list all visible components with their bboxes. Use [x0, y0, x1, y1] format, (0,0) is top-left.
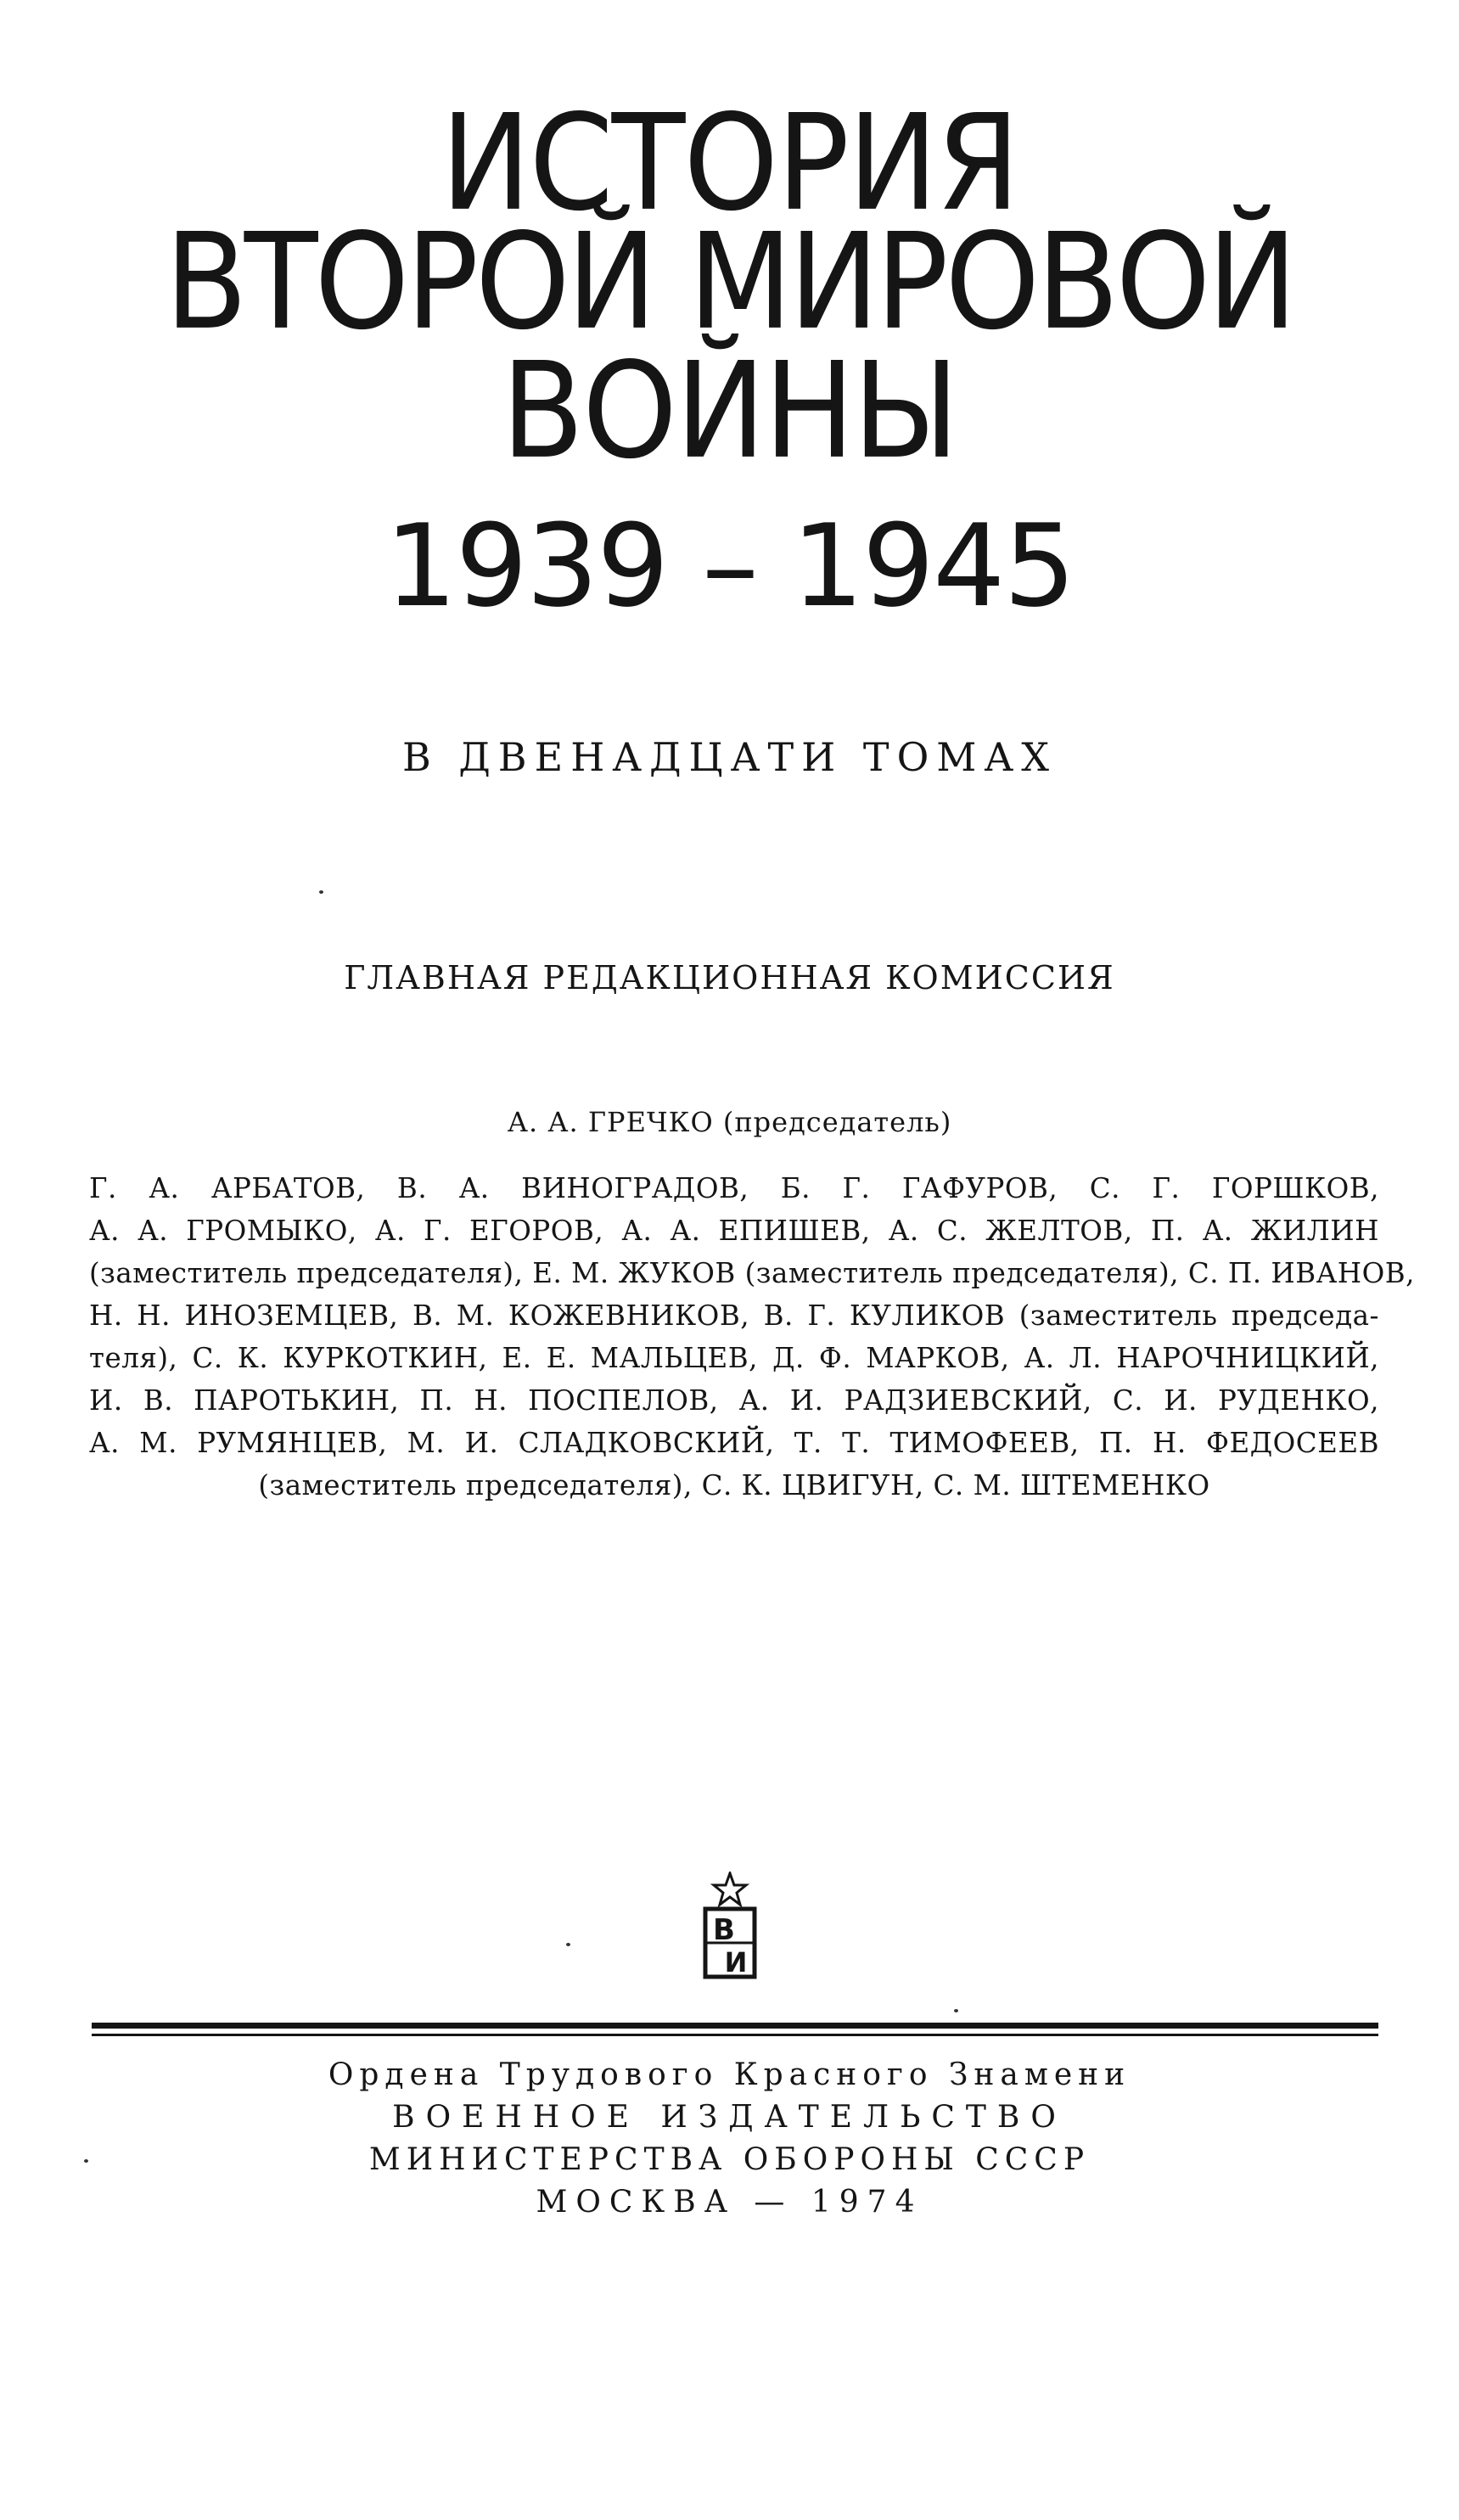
members-line: (заместитель председателя), Е. М. ЖУКОВ (заместитель председателя), С. П. ИВАНОВ, [89, 1257, 1415, 1289]
emblem-letter: И [724, 1946, 748, 1978]
members-line: Н. Н. ИНОЗЕМЦЕВ, В. М. КОЖЕВНИКОВ, В. Г. КУЛИКОВ (заместитель председа- [89, 1299, 1379, 1332]
title-line-3: ВОЙНЫ [501, 334, 958, 489]
voenizdat-emblem-icon [692, 1872, 768, 1982]
commission-chairman: А. А. ГРЕЧКО (председатель) [507, 1106, 952, 1138]
members-line: А. А. ГРОМЫКО, А. Г. ЕГОРОВ, А. А. ЕПИШЕВ, А. С. ЖЕЛТОВ, П. А. ЖИЛИН [89, 1215, 1379, 1247]
publisher-city-year-line: МОСКВА — 1974 [536, 2185, 923, 2220]
members-line: А. М. РУМЯНЦЕВ, М. И. СЛАДКОВСКИЙ, Т. Т. ТИМОФЕЕВ, П. Н. ФЕДОСЕЕВ [89, 1427, 1379, 1459]
commission-heading: ГЛАВНАЯ РЕДАКЦИОННАЯ КОМИССИЯ [344, 959, 1115, 996]
print-speck [319, 890, 323, 894]
title-years: 1939 – 1945 [384, 500, 1075, 632]
title-line-2: ВТОРОЙ МИРОВОЙ [165, 205, 1294, 360]
publisher-ministry-line: МИНИСТЕРСТВА ОБОРОНЫ СССР [368, 2142, 1091, 2177]
members-line: И. В. ПАРОТЬКИН, П. Н. ПОСПЕЛОВ, А. И. РАДЗИЕВСКИЙ, С. И. РУДЕНКО, [89, 1384, 1379, 1417]
divider-rule-thin [92, 2034, 1378, 2036]
divider-rule-thick [92, 2023, 1378, 2029]
members-line: теля), С. К. КУРКОТКИН, Е. Е. МАЛЬЦЕВ, Д. Ф. МАРКОВ, А. Л. НАРОЧНИЦКИЙ, [89, 1342, 1379, 1374]
commission-members [89, 1167, 1415, 1507]
print-speck [566, 1943, 570, 1946]
publisher-block [0, 2054, 1459, 2224]
members-line: (заместитель председателя), С. К. ЦВИГУН, С. М. ШТЕМЕНКО [258, 1469, 1210, 1501]
title-line-1: ИСТОРИЯ [441, 86, 1018, 241]
emblem-letter: В [713, 1913, 735, 1947]
print-speck [84, 2159, 88, 2163]
print-speck [954, 2009, 958, 2012]
members-line: Г. А. АРБАТОВ, В. А. ВИНОГРАДОВ, Б. Г. ГАФУРОВ, С. Г. ГОРШКОВ, [89, 1172, 1379, 1204]
publisher-order-line: Ордена Трудового Красного Знамени [328, 2057, 1131, 2092]
volumes-subtitle: В ДВЕНАДЦАТИ ТОМАХ [401, 734, 1057, 780]
publisher-name-line: ВОЕННОЕ ИЗДАТЕЛЬСТВО [392, 2100, 1067, 2135]
